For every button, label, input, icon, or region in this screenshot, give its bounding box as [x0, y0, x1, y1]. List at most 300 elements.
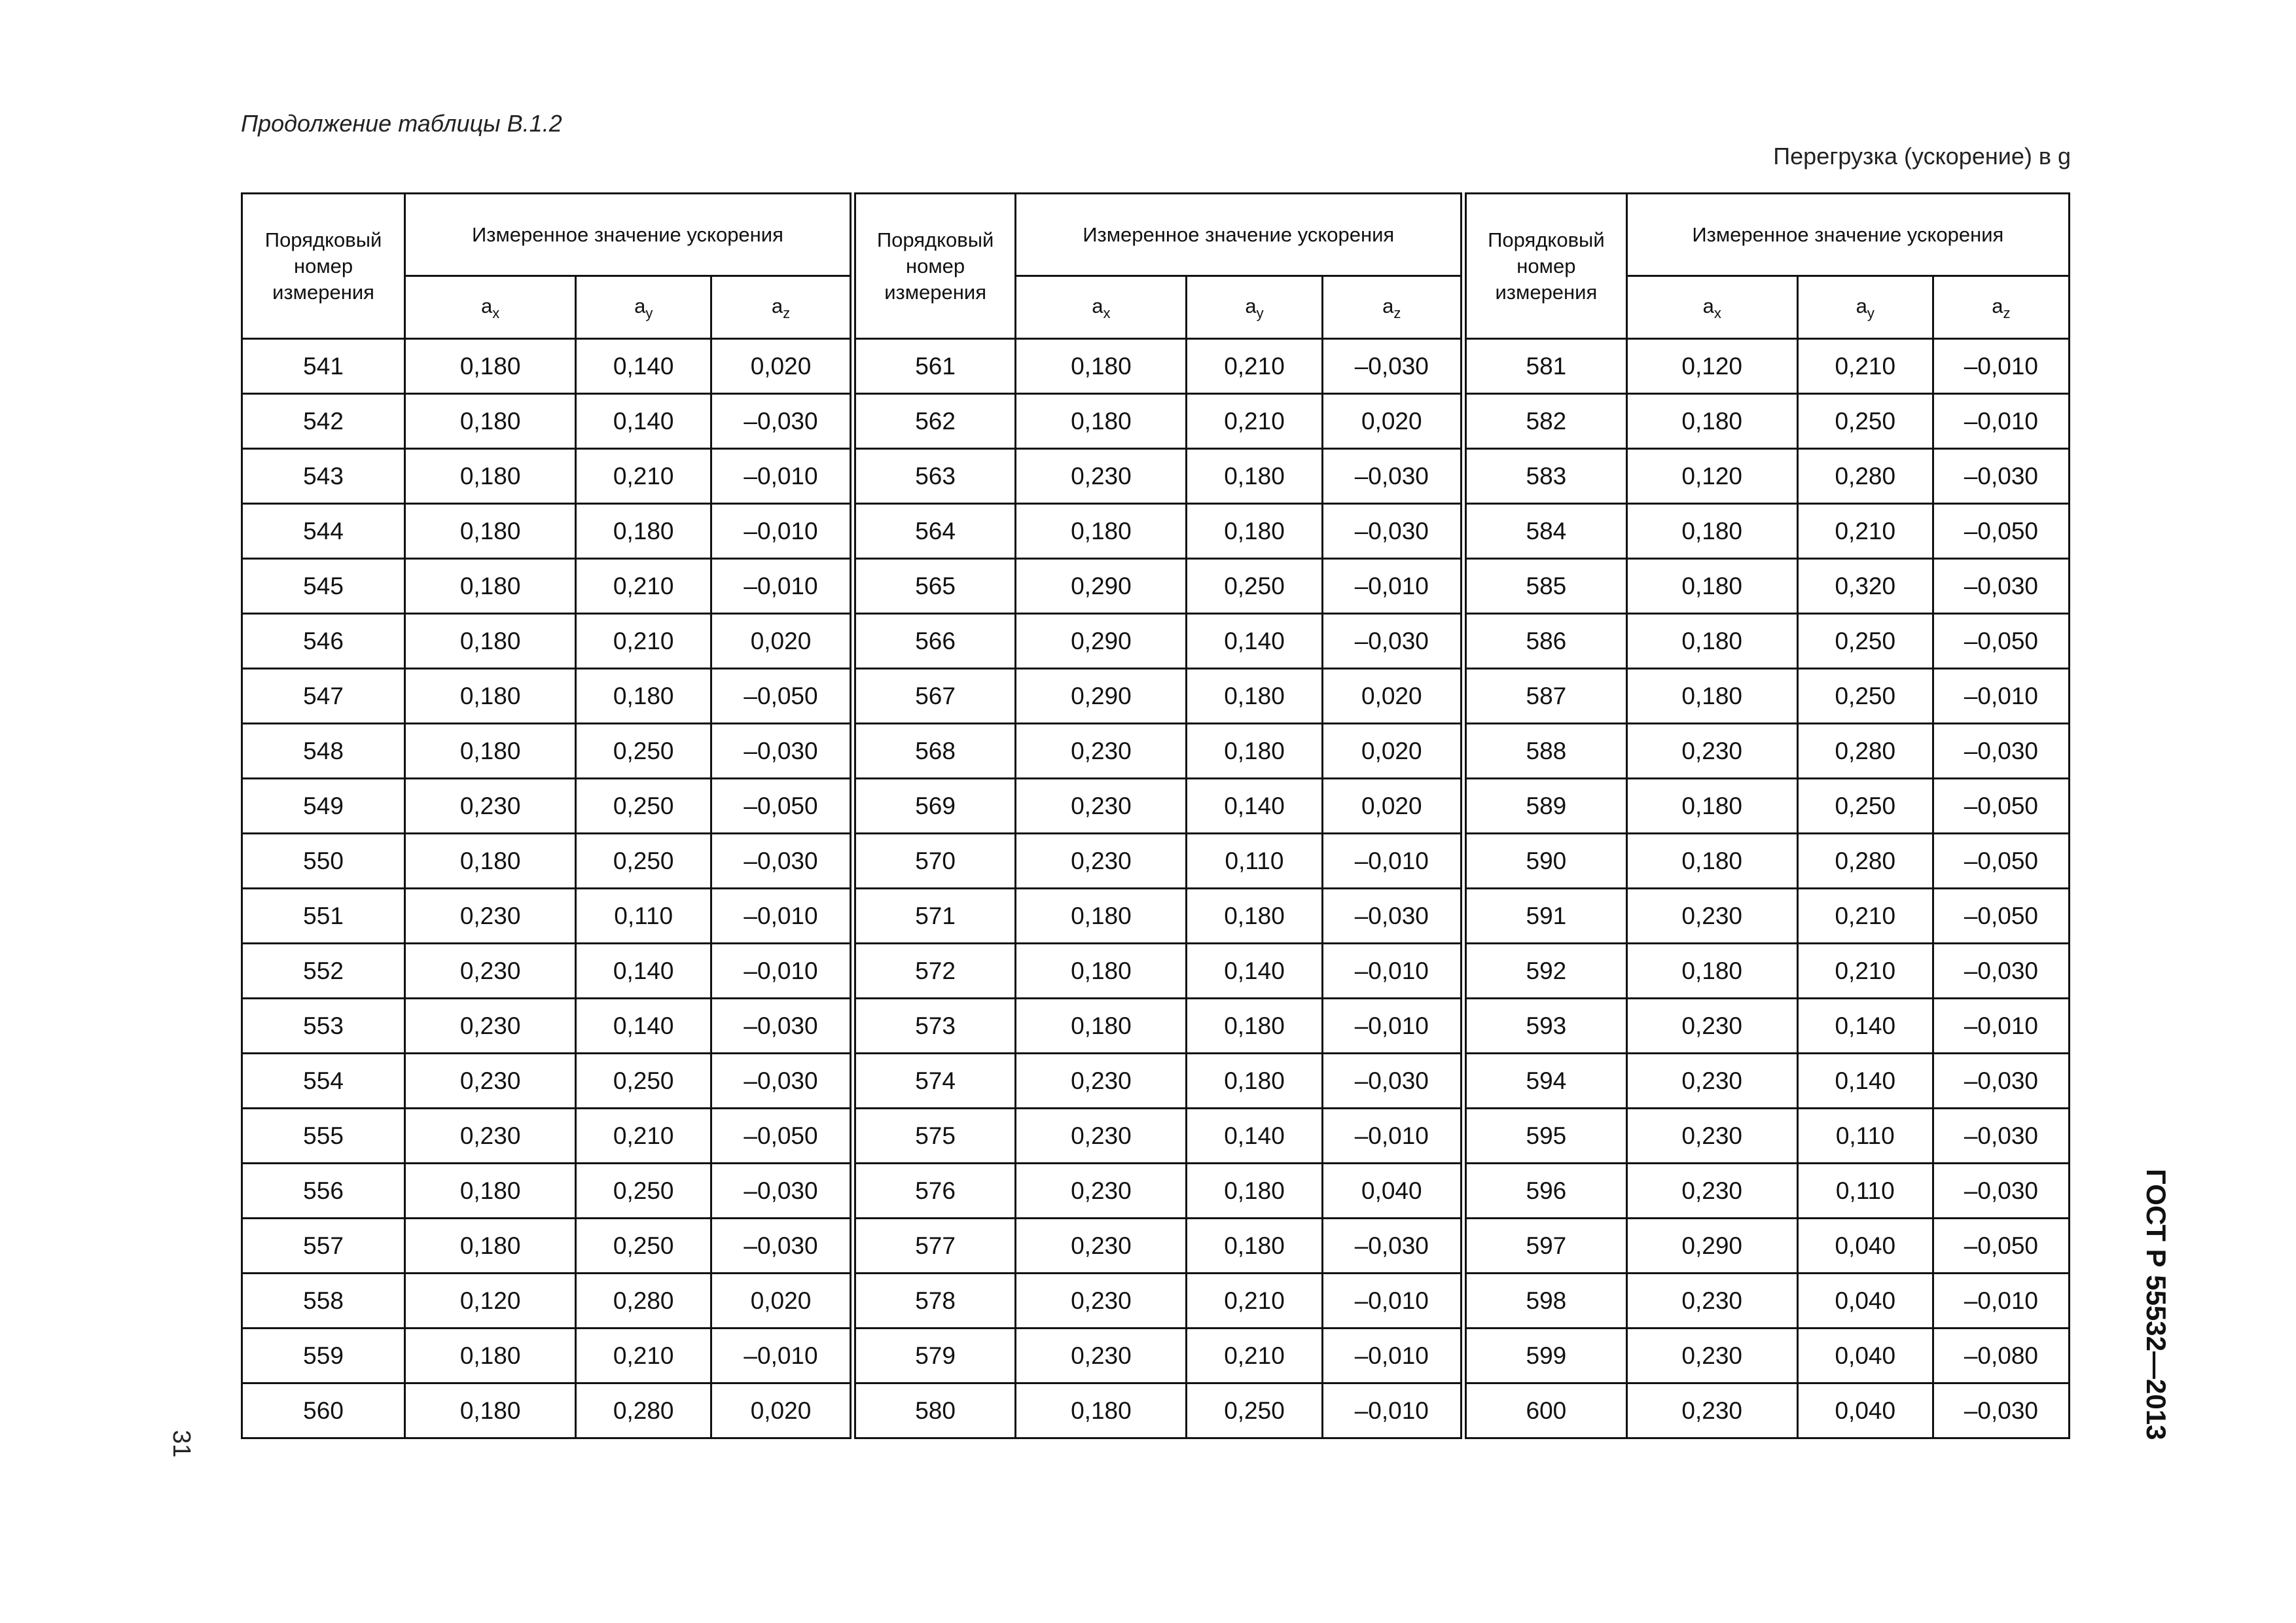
- acceleration-value-cell: 0,250: [1797, 779, 1933, 834]
- acceleration-value-cell: 0,040: [1797, 1274, 1933, 1329]
- acceleration-value-cell: 0,210: [1797, 339, 1933, 394]
- measurement-number-cell: 543: [242, 449, 405, 504]
- acceleration-value-cell: 0,020: [711, 1383, 853, 1438]
- ay-header: [576, 276, 711, 339]
- acceleration-value-cell: 0,020: [1322, 394, 1463, 449]
- page-number: 31: [168, 1430, 195, 1458]
- measurement-number-cell: 560: [242, 1383, 405, 1438]
- acceleration-value-cell: 0,180: [576, 669, 711, 724]
- acceleration-value-cell: –0,030: [711, 1219, 853, 1274]
- measurement-number-cell: 554: [242, 1054, 405, 1109]
- acceleration-value-cell: 0,180: [1187, 1054, 1322, 1109]
- acceleration-value-cell: 0,230: [1626, 1054, 1797, 1109]
- table-row: [242, 1164, 2070, 1219]
- axis-letter: a: [771, 294, 783, 317]
- axis-subscript: y: [645, 305, 653, 321]
- axis-subscript: x: [492, 305, 500, 321]
- acceleration-value-cell: 0,210: [576, 449, 711, 504]
- acceleration-value-cell: 0,140: [1797, 1054, 1933, 1109]
- acceleration-value-cell: 0,210: [576, 614, 711, 669]
- measurement-number-cell: 552: [242, 944, 405, 999]
- acceleration-value-cell: 0,180: [405, 1164, 576, 1219]
- measurement-number-cell: 592: [1463, 944, 1626, 999]
- acceleration-value-cell: 0,230: [1626, 1329, 1797, 1383]
- acceleration-value-cell: –0,010: [711, 449, 853, 504]
- axis-subscript: z: [783, 305, 791, 321]
- acceleration-value-cell: 0,140: [576, 999, 711, 1054]
- acceleration-value-cell: 0,230: [1016, 1219, 1187, 1274]
- ax-header: [1626, 276, 1797, 339]
- measurement-number-cell: 589: [1463, 779, 1626, 834]
- acceleration-value-cell: 0,120: [1626, 449, 1797, 504]
- standard-designation: ГОСТ Р 55532—2013: [2141, 1169, 2172, 1440]
- acceleration-value-cell: –0,030: [1933, 1054, 2069, 1109]
- acceleration-value-cell: 0,250: [576, 1164, 711, 1219]
- ay-header: [1187, 276, 1322, 339]
- measurement-number-cell: 558: [242, 1274, 405, 1329]
- acceleration-value-cell: –0,030: [1933, 944, 2069, 999]
- acceleration-value-cell: 0,180: [1187, 449, 1322, 504]
- acceleration-value-cell: 0,250: [576, 1219, 711, 1274]
- acceleration-value-cell: 0,180: [405, 724, 576, 779]
- ax-header: [1016, 276, 1187, 339]
- acceleration-value-cell: 0,230: [1016, 1329, 1187, 1383]
- acceleration-value-cell: 0,290: [1626, 1219, 1797, 1274]
- acceleration-value-cell: –0,050: [1933, 614, 2069, 669]
- acceleration-value-cell: 0,020: [1322, 779, 1463, 834]
- measurement-number-cell: 582: [1463, 394, 1626, 449]
- acceleration-value-cell: –0,080: [1933, 1329, 2069, 1383]
- measurement-number-cell: 580: [853, 1383, 1016, 1438]
- acceleration-value-cell: –0,030: [711, 394, 853, 449]
- acceleration-value-cell: 0,210: [1187, 339, 1322, 394]
- acceleration-value-cell: 0,280: [1797, 449, 1933, 504]
- acceleration-value-cell: 0,180: [1187, 669, 1322, 724]
- axis-letter: a: [1856, 294, 1867, 317]
- measurement-number-cell: 546: [242, 614, 405, 669]
- acceleration-value-cell: 0,250: [576, 724, 711, 779]
- acceleration-value-cell: 0,040: [1797, 1329, 1933, 1383]
- axis-letter: a: [1245, 294, 1257, 317]
- table-caption: Продолжение таблицы В.1.2: [241, 110, 562, 137]
- measurement-number-cell: 586: [1463, 614, 1626, 669]
- acceleration-value-cell: 0,180: [1187, 1219, 1322, 1274]
- acceleration-value-cell: 0,250: [1187, 1383, 1322, 1438]
- measured-value-header: Измеренное значение ускорения: [1626, 194, 2069, 276]
- acceleration-value-cell: 0,180: [1626, 834, 1797, 889]
- measurement-number-cell: 561: [853, 339, 1016, 394]
- acceleration-value-cell: –0,010: [711, 944, 853, 999]
- acceleration-value-cell: –0,050: [1933, 889, 2069, 944]
- axis-letter: a: [1382, 294, 1394, 317]
- acceleration-value-cell: 0,250: [1797, 614, 1933, 669]
- axis-letter: a: [634, 294, 646, 317]
- table-row: [242, 1383, 2070, 1438]
- acceleration-value-cell: 0,230: [1016, 724, 1187, 779]
- acceleration-value-cell: 0,180: [1187, 889, 1322, 944]
- measurement-number-cell: 587: [1463, 669, 1626, 724]
- order-number-header: Порядковый номер измерения: [242, 194, 405, 339]
- measurement-number-cell: 563: [853, 449, 1016, 504]
- acceleration-value-cell: –0,010: [711, 1329, 853, 1383]
- acceleration-value-cell: 0,140: [576, 339, 711, 394]
- measurement-number-cell: 542: [242, 394, 405, 449]
- acceleration-value-cell: 0,180: [1187, 504, 1322, 559]
- acceleration-value-cell: 0,120: [405, 1274, 576, 1329]
- axis-letter: a: [1092, 294, 1103, 317]
- acceleration-value-cell: 0,250: [1797, 394, 1933, 449]
- acceleration-value-cell: 0,180: [1187, 999, 1322, 1054]
- measurement-number-cell: 584: [1463, 504, 1626, 559]
- acceleration-value-cell: 0,180: [1187, 1164, 1322, 1219]
- axis-letter: a: [480, 294, 493, 317]
- acceleration-value-cell: 0,180: [405, 559, 576, 614]
- acceleration-value-cell: 0,230: [1626, 889, 1797, 944]
- measurement-number-cell: 600: [1463, 1383, 1626, 1438]
- acceleration-value-cell: 0,230: [1626, 724, 1797, 779]
- acceleration-value-cell: 0,020: [711, 339, 853, 394]
- acceleration-value-cell: –0,010: [1322, 834, 1463, 889]
- acceleration-value-cell: 0,180: [1016, 504, 1187, 559]
- acceleration-value-cell: 0,230: [1626, 1383, 1797, 1438]
- measurement-number-cell: 570: [853, 834, 1016, 889]
- acceleration-value-cell: 0,110: [1187, 834, 1322, 889]
- order-number-header: Порядковый номер измерения: [853, 194, 1016, 339]
- acceleration-value-cell: 0,180: [1626, 504, 1797, 559]
- header-row-1: [242, 194, 2070, 276]
- acceleration-value-cell: 0,210: [576, 559, 711, 614]
- acceleration-value-cell: 0,230: [405, 1109, 576, 1164]
- table-row: [242, 1274, 2070, 1329]
- measurement-number-cell: 565: [853, 559, 1016, 614]
- acceleration-value-cell: 0,180: [1626, 779, 1797, 834]
- table-row: [242, 1219, 2070, 1274]
- acceleration-value-cell: –0,030: [1933, 1109, 2069, 1164]
- acceleration-value-cell: –0,030: [1933, 1383, 2069, 1438]
- acceleration-value-cell: 0,180: [405, 1329, 576, 1383]
- acceleration-value-cell: 0,230: [1016, 834, 1187, 889]
- acceleration-value-cell: 0,110: [576, 889, 711, 944]
- table-row: [242, 339, 2070, 394]
- acceleration-value-cell: –0,010: [711, 889, 853, 944]
- measurement-number-cell: 567: [853, 669, 1016, 724]
- acceleration-value-cell: 0,180: [405, 1383, 576, 1438]
- measurement-number-cell: 545: [242, 559, 405, 614]
- acceleration-value-cell: –0,030: [711, 724, 853, 779]
- acceleration-value-cell: 0,180: [1016, 944, 1187, 999]
- acceleration-value-cell: –0,030: [1322, 889, 1463, 944]
- acceleration-value-cell: 0,250: [576, 779, 711, 834]
- acceleration-value-cell: 0,040: [1797, 1219, 1933, 1274]
- axis-subscript: z: [1393, 305, 1401, 321]
- acceleration-value-cell: –0,030: [711, 1164, 853, 1219]
- acceleration-value-cell: –0,050: [1933, 504, 2069, 559]
- acceleration-value-cell: 0,140: [1187, 779, 1322, 834]
- acceleration-value-cell: 0,210: [1797, 944, 1933, 999]
- axis-subscript: z: [2003, 305, 2011, 321]
- measurement-number-cell: 564: [853, 504, 1016, 559]
- measurement-number-cell: 585: [1463, 559, 1626, 614]
- acceleration-value-cell: –0,050: [1933, 1219, 2069, 1274]
- axis-subscript: x: [1713, 305, 1721, 321]
- acceleration-value-cell: 0,210: [1797, 504, 1933, 559]
- acceleration-value-cell: –0,030: [711, 834, 853, 889]
- acceleration-value-cell: 0,230: [1016, 1164, 1187, 1219]
- measurement-number-cell: 559: [242, 1329, 405, 1383]
- measurement-number-cell: 576: [853, 1164, 1016, 1219]
- acceleration-value-cell: 0,020: [1322, 669, 1463, 724]
- table-row: [242, 999, 2070, 1054]
- acceleration-value-cell: 0,230: [405, 779, 576, 834]
- measured-value-header: Измеренное значение ускорения: [1016, 194, 1463, 276]
- acceleration-value-cell: –0,010: [1933, 394, 2069, 449]
- acceleration-value-cell: 0,180: [1016, 339, 1187, 394]
- acceleration-value-cell: –0,030: [1322, 1054, 1463, 1109]
- acceleration-value-cell: 0,140: [1187, 1109, 1322, 1164]
- acceleration-value-cell: 0,180: [1187, 724, 1322, 779]
- acceleration-value-cell: 0,210: [1187, 1274, 1322, 1329]
- measurement-number-cell: 583: [1463, 449, 1626, 504]
- measured-value-header: Измеренное значение ускорения: [405, 194, 853, 276]
- measurement-number-cell: 575: [853, 1109, 1016, 1164]
- acceleration-value-cell: –0,010: [1322, 1329, 1463, 1383]
- measurement-number-cell: 596: [1463, 1164, 1626, 1219]
- measurement-number-cell: 569: [853, 779, 1016, 834]
- measurement-number-cell: 598: [1463, 1274, 1626, 1329]
- acceleration-value-cell: –0,030: [1933, 559, 2069, 614]
- acceleration-value-cell: 0,140: [576, 944, 711, 999]
- az-header: [1933, 276, 2069, 339]
- acceleration-value-cell: 0,120: [1626, 339, 1797, 394]
- measurement-number-cell: 591: [1463, 889, 1626, 944]
- acceleration-value-cell: 0,180: [1626, 614, 1797, 669]
- acceleration-value-cell: –0,050: [1933, 779, 2069, 834]
- measurement-number-cell: 550: [242, 834, 405, 889]
- acceleration-value-cell: 0,180: [1016, 999, 1187, 1054]
- table-row: [242, 724, 2070, 779]
- acceleration-value-cell: 0,210: [1187, 1329, 1322, 1383]
- acceleration-value-cell: 0,280: [576, 1383, 711, 1438]
- measurement-number-cell: 597: [1463, 1219, 1626, 1274]
- acceleration-value-cell: 0,230: [1626, 1109, 1797, 1164]
- acceleration-value-cell: –0,010: [711, 504, 853, 559]
- acceleration-value-cell: 0,230: [1016, 779, 1187, 834]
- acceleration-value-cell: 0,020: [1322, 724, 1463, 779]
- table-row: [242, 449, 2070, 504]
- acceleration-value-cell: 0,020: [711, 1274, 853, 1329]
- order-number-header: Порядковый номер измерения: [1463, 194, 1626, 339]
- acceleration-value-cell: 0,250: [576, 834, 711, 889]
- table-row: [242, 944, 2070, 999]
- acceleration-value-cell: 0,230: [1626, 1274, 1797, 1329]
- acceleration-value-cell: 0,210: [576, 1109, 711, 1164]
- table-row: [242, 779, 2070, 834]
- table-body: [242, 339, 2070, 1438]
- az-header: [711, 276, 853, 339]
- acceleration-value-cell: 0,290: [1016, 614, 1187, 669]
- acceleration-value-cell: 0,210: [576, 1329, 711, 1383]
- header-row-2: [242, 276, 2070, 339]
- acceleration-value-cell: 0,040: [1322, 1164, 1463, 1219]
- table-row: [242, 1054, 2070, 1109]
- acceleration-value-cell: –0,010: [1933, 339, 2069, 394]
- ay-header: [1797, 276, 1933, 339]
- measurement-number-cell: 548: [242, 724, 405, 779]
- measurement-number-cell: 573: [853, 999, 1016, 1054]
- acceleration-value-cell: –0,030: [1933, 1164, 2069, 1219]
- table-row: [242, 669, 2070, 724]
- acceleration-value-cell: –0,010: [711, 559, 853, 614]
- acceleration-value-cell: 0,210: [1187, 394, 1322, 449]
- acceleration-value-cell: –0,050: [711, 1109, 853, 1164]
- acceleration-value-cell: 0,180: [405, 834, 576, 889]
- acceleration-value-cell: –0,030: [1322, 339, 1463, 394]
- measurement-number-cell: 572: [853, 944, 1016, 999]
- measurement-number-cell: 578: [853, 1274, 1016, 1329]
- measurement-number-cell: 593: [1463, 999, 1626, 1054]
- acceleration-value-cell: 0,180: [1626, 394, 1797, 449]
- measurement-number-cell: 547: [242, 669, 405, 724]
- table-row: [242, 559, 2070, 614]
- acceleration-value-cell: 0,180: [405, 614, 576, 669]
- measurement-number-cell: 557: [242, 1219, 405, 1274]
- measurement-number-cell: 581: [1463, 339, 1626, 394]
- az-header: [1322, 276, 1463, 339]
- measurement-number-cell: 588: [1463, 724, 1626, 779]
- table-row: [242, 1329, 2070, 1383]
- acceleration-value-cell: 0,230: [1626, 999, 1797, 1054]
- acceleration-value-cell: –0,030: [1322, 504, 1463, 559]
- measurement-number-cell: 544: [242, 504, 405, 559]
- acceleration-value-cell: 0,230: [1016, 1274, 1187, 1329]
- acceleration-value-cell: 0,280: [576, 1274, 711, 1329]
- measurement-number-cell: 556: [242, 1164, 405, 1219]
- acceleration-value-cell: –0,010: [1933, 669, 2069, 724]
- measurement-number-cell: 553: [242, 999, 405, 1054]
- axis-letter: a: [1702, 294, 1714, 317]
- ax-header: [405, 276, 576, 339]
- acceleration-value-cell: –0,050: [711, 779, 853, 834]
- acceleration-value-cell: –0,010: [1322, 1109, 1463, 1164]
- table-row: [242, 504, 2070, 559]
- acceleration-value-cell: 0,230: [1016, 449, 1187, 504]
- acceleration-value-cell: –0,010: [1933, 999, 2069, 1054]
- acceleration-value-cell: 0,180: [1016, 1383, 1187, 1438]
- acceleration-value-cell: 0,230: [405, 999, 576, 1054]
- acceleration-value-cell: 0,230: [1016, 1054, 1187, 1109]
- measurement-number-cell: 562: [853, 394, 1016, 449]
- acceleration-value-cell: 0,230: [405, 944, 576, 999]
- acceleration-value-cell: 0,180: [1016, 394, 1187, 449]
- acceleration-value-cell: 0,040: [1797, 1383, 1933, 1438]
- measurement-number-cell: 574: [853, 1054, 1016, 1109]
- measurement-number-cell: 595: [1463, 1109, 1626, 1164]
- measurement-number-cell: 566: [853, 614, 1016, 669]
- units-label: Перегрузка (ускорение) в g: [1773, 143, 2071, 169]
- measurement-number-cell: 541: [242, 339, 405, 394]
- acceleration-value-cell: –0,050: [711, 669, 853, 724]
- acceleration-value-cell: 0,180: [405, 669, 576, 724]
- measurement-number-cell: 590: [1463, 834, 1626, 889]
- acceleration-value-cell: –0,010: [1322, 1383, 1463, 1438]
- acceleration-value-cell: 0,020: [711, 614, 853, 669]
- table-row: [242, 614, 2070, 669]
- acceleration-table: [241, 192, 2070, 1439]
- acceleration-value-cell: –0,030: [711, 999, 853, 1054]
- acceleration-value-cell: –0,010: [1322, 944, 1463, 999]
- table-row: [242, 1109, 2070, 1164]
- acceleration-value-cell: –0,010: [1322, 999, 1463, 1054]
- acceleration-value-cell: –0,030: [1322, 614, 1463, 669]
- acceleration-value-cell: 0,110: [1797, 1164, 1933, 1219]
- acceleration-value-cell: 0,320: [1797, 559, 1933, 614]
- table-row: [242, 834, 2070, 889]
- axis-subscript: y: [1256, 305, 1264, 321]
- acceleration-value-cell: 0,290: [1016, 559, 1187, 614]
- table-row: [242, 889, 2070, 944]
- acceleration-value-cell: 0,140: [1187, 944, 1322, 999]
- acceleration-value-cell: 0,180: [405, 339, 576, 394]
- measurement-number-cell: 579: [853, 1329, 1016, 1383]
- acceleration-value-cell: –0,010: [1933, 1274, 2069, 1329]
- acceleration-value-cell: 0,180: [576, 504, 711, 559]
- axis-subscript: y: [1867, 305, 1874, 321]
- acceleration-value-cell: 0,280: [1797, 834, 1933, 889]
- acceleration-value-cell: –0,030: [1933, 449, 2069, 504]
- acceleration-value-cell: 0,290: [1016, 669, 1187, 724]
- axis-letter: a: [1992, 294, 2003, 317]
- acceleration-value-cell: 0,180: [405, 449, 576, 504]
- acceleration-value-cell: 0,140: [576, 394, 711, 449]
- measurement-number-cell: 594: [1463, 1054, 1626, 1109]
- measurement-number-cell: 551: [242, 889, 405, 944]
- acceleration-value-cell: –0,030: [711, 1054, 853, 1109]
- acceleration-value-cell: 0,280: [1797, 724, 1933, 779]
- axis-subscript: x: [1103, 305, 1111, 321]
- acceleration-value-cell: 0,180: [405, 1219, 576, 1274]
- acceleration-value-cell: –0,050: [1933, 834, 2069, 889]
- acceleration-value-cell: 0,180: [405, 504, 576, 559]
- measurement-number-cell: 549: [242, 779, 405, 834]
- acceleration-value-cell: 0,140: [1797, 999, 1933, 1054]
- acceleration-value-cell: 0,250: [1797, 669, 1933, 724]
- measurement-number-cell: 571: [853, 889, 1016, 944]
- acceleration-value-cell: –0,030: [1322, 449, 1463, 504]
- table-row: [242, 394, 2070, 449]
- measurement-number-cell: 555: [242, 1109, 405, 1164]
- acceleration-value-cell: 0,230: [1626, 1164, 1797, 1219]
- acceleration-value-cell: 0,250: [576, 1054, 711, 1109]
- acceleration-value-cell: –0,030: [1933, 724, 2069, 779]
- acceleration-value-cell: 0,180: [1626, 559, 1797, 614]
- measurement-number-cell: 577: [853, 1219, 1016, 1274]
- measurement-number-cell: 599: [1463, 1329, 1626, 1383]
- acceleration-value-cell: 0,180: [405, 394, 576, 449]
- acceleration-value-cell: 0,230: [1016, 1109, 1187, 1164]
- acceleration-value-cell: 0,230: [405, 1054, 576, 1109]
- acceleration-value-cell: –0,030: [1322, 1219, 1463, 1274]
- acceleration-value-cell: 0,230: [405, 889, 576, 944]
- acceleration-value-cell: 0,180: [1626, 944, 1797, 999]
- acceleration-value-cell: 0,180: [1016, 889, 1187, 944]
- acceleration-value-cell: 0,250: [1187, 559, 1322, 614]
- acceleration-value-cell: –0,010: [1322, 559, 1463, 614]
- acceleration-value-cell: 0,110: [1797, 1109, 1933, 1164]
- acceleration-value-cell: 0,180: [1626, 669, 1797, 724]
- acceleration-value-cell: 0,140: [1187, 614, 1322, 669]
- acceleration-value-cell: 0,210: [1797, 889, 1933, 944]
- measurement-number-cell: 568: [853, 724, 1016, 779]
